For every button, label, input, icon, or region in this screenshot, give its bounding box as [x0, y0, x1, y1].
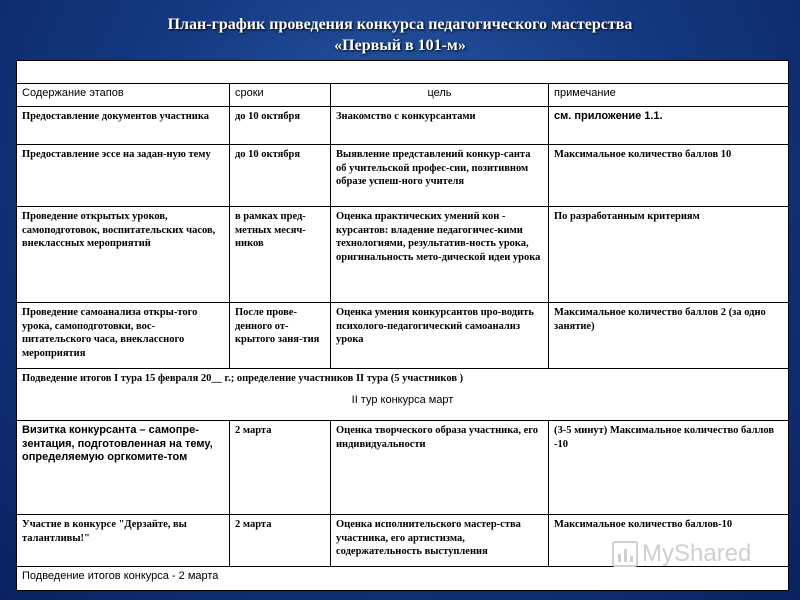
- stage-cell: Участие в конкурсе "Дерзайте, вы талантливы!": [17, 515, 230, 567]
- table-row: [17, 303, 789, 369]
- title-line-2: «Первый в 101-м»: [334, 37, 466, 54]
- goal-cell: Знакомство с конкурсантами: [331, 107, 549, 145]
- page-title: [0, 14, 800, 56]
- date-cell: до 10 октября: [230, 107, 331, 145]
- date-cell: в рамках пред-метных месяч-ников: [230, 207, 331, 303]
- stage-cell: Проведение самоанализа откры-того урока, самоподготовки, вос-питательского часа, внеклассного мероприятия: [17, 303, 230, 369]
- presentation-board-icon: [612, 541, 638, 567]
- stage-cell: Предоставление документов участника: [17, 107, 230, 145]
- header-cell: цель: [331, 84, 549, 107]
- watermark: [612, 537, 772, 571]
- round2-heading: II тур конкурса март: [351, 393, 454, 406]
- note-cell: см. приложение 1.1.: [549, 107, 789, 145]
- goal-cell: Выявление представлений конкур-санта об учительской профес-сии, позитивном образе успеш-ного учителя: [331, 145, 549, 207]
- table-row: [17, 207, 789, 303]
- note-cell: (3-5 минут) Максимальное количество баллов -10: [549, 421, 789, 515]
- header-cell: примечание: [549, 84, 789, 107]
- round1-summary: Подведение итогов I тура 15 февраля 20__ г.; определение участников II тура (5 участников ): [22, 373, 464, 384]
- stage-cell: Проведение открытых уроков, самоподготовок, воспитательских часов, внеклассных мероприятий: [17, 207, 230, 303]
- table-row: [17, 107, 789, 145]
- stage-cell: Визитка конкурсанта – самопре-зентация, подготовленная на тему, определяемую оргкомите-том: [17, 421, 230, 515]
- note-cell: Максимальное количество баллов-10: [549, 515, 789, 567]
- goal-cell: Оценка практических умений кон - курсантов: владение педагогичес-кими технологиями, результатив-ность урока, оригинальность мето-дической идеи урока: [331, 207, 549, 303]
- final-summary: Подведение итогов конкурса - 2 марта: [17, 567, 789, 591]
- date-cell: 2 марта: [230, 421, 331, 515]
- note-cell: По разработанным критериям: [549, 207, 789, 303]
- title-line-1: План-график проведения конкурса педагогического мастерства: [167, 16, 633, 33]
- goal-cell: Оценка творческого образа участника, его индивидуальности: [331, 421, 549, 515]
- table-row: [17, 421, 789, 515]
- header-cell: сроки: [230, 84, 331, 107]
- date-cell: до 10 октября: [230, 145, 331, 207]
- summary-row: [17, 369, 789, 421]
- note-cell: Максимальное количество баллов 10: [549, 145, 789, 207]
- watermark-text: MyShared: [642, 540, 752, 567]
- schedule-table: [16, 60, 789, 591]
- header-cell: Содержание этапов: [17, 84, 230, 107]
- note-cell: Максимальное количество баллов 2 (за одно занятие): [549, 303, 789, 369]
- date-cell: 2 марта: [230, 515, 331, 567]
- goal-cell: Оценка исполнительского мастер-ства участника, его артистизма, содержательность выступления: [331, 515, 549, 567]
- blank-row: [17, 61, 789, 84]
- date-cell: После прове-денного от-крытого заня-тия: [230, 303, 331, 369]
- goal-cell: Оценка умения конкурсантов про-водить психолого-педагогический самоанализ урока: [331, 303, 549, 369]
- header-row: [17, 84, 789, 107]
- stage-cell: Предоставление эссе на задан-ную тему: [17, 145, 230, 207]
- table-row: [17, 145, 789, 207]
